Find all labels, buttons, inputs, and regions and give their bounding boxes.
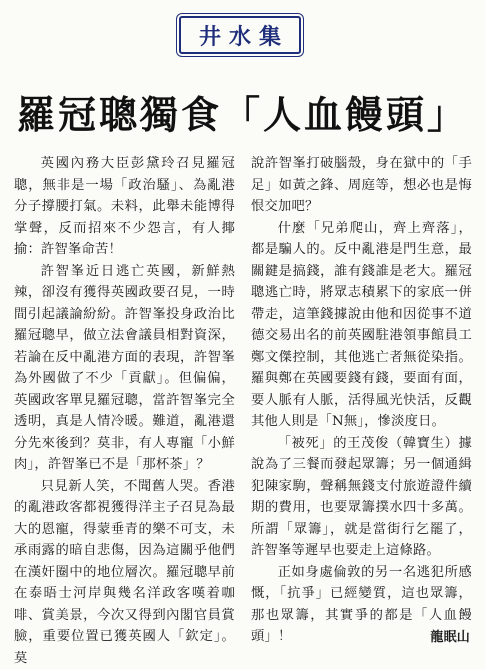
paragraph: 英國內務大臣彭黛玲召見羅冠聰，無非是一場「政治騷」、為亂港分子撐腰打氣。未料，此舉未能博得掌聲，反而招來不少怨言，有人揶揄：許智峯命苦！ [14, 153, 235, 261]
paragraph: 許智峯近日逃亡英國，新鮮熱辣，卻沒有獲得英國政要召見，一時間引起議論紛紛。許智峯投身政治比羅冠聰早，做立法會議員相對資深，若論在反中亂港方面的表現，許智峯為外國做了不少「貢獻」。但偏偏，英國政客單見羅冠聰，當許智峯完全透明，真是人情冷暖。難道，亂港還分先來後到？莫非，有人專寵「小鮮肉」，許智峯已不是「那杯茶」？ [14, 261, 235, 476]
paragraph: 說許智峯打破腦殼，身在獄中的「手足」如黃之鋒、周庭等，想必也是悔恨交加吧？ [251, 153, 472, 218]
article-body [14, 153, 472, 585]
article-column-right [251, 153, 472, 585]
article-headline: 羅冠聰獨食「人血饅頭」 [0, 84, 485, 139]
paragraph: 正如身處倫敦的另一名逃犯所感慨，「抗爭」已經變質，這也眾籌，那也眾籌，其實爭的都是「人血饅頭」！ [251, 562, 472, 648]
author-byline: 龍眠山 [251, 627, 472, 649]
paragraph: 什麼「兄弟爬山，齊上齊落」，都是騙人的。反中亂港是門生意，最關鍵是搞錢，誰有錢誰是老大。羅冠聰逃亡時，將眾志積累下的家底一併帶走，這筆錢據說由他和因從事不道德交易出名的前英國駐港領事館員工鄭文傑控制，其他逃亡者無從染指。羅與鄭在英國要錢有錢，要面有面，要人脈有人脈，活得風光快活，反觀其他人則是「N無」，慘淡度日。 [251, 218, 472, 433]
article-column-left [14, 153, 235, 585]
paragraph: 「被死」的王茂俊（韓寶生）據說為了三餐而發起眾籌；另一個通緝犯陳家駒，聲稱無錢支付旅遊證件續期的費用，也要眾籌撲水四十多萬。所謂「眾籌」，就是當街行乞罷了，許智峯等遲早也要走上這條路。 [251, 433, 472, 562]
paragraph: 只見新人笑，不聞舊人哭。香港的亂港政客都視獲得洋主子召見為最大的恩寵，得蒙垂青的樂不可支，未承雨露的暗自悲傷，因為這關乎他們在漢奸圈中的地位層次。羅冠聰早前在泰晤士河岸與幾名洋政客嘆着咖啡、賞美景，今次又得到內閣官員賞臉，重要位置已獲英國人「欽定」。莫 [14, 476, 235, 669]
column-name-badge: 井水集 [179, 16, 301, 54]
